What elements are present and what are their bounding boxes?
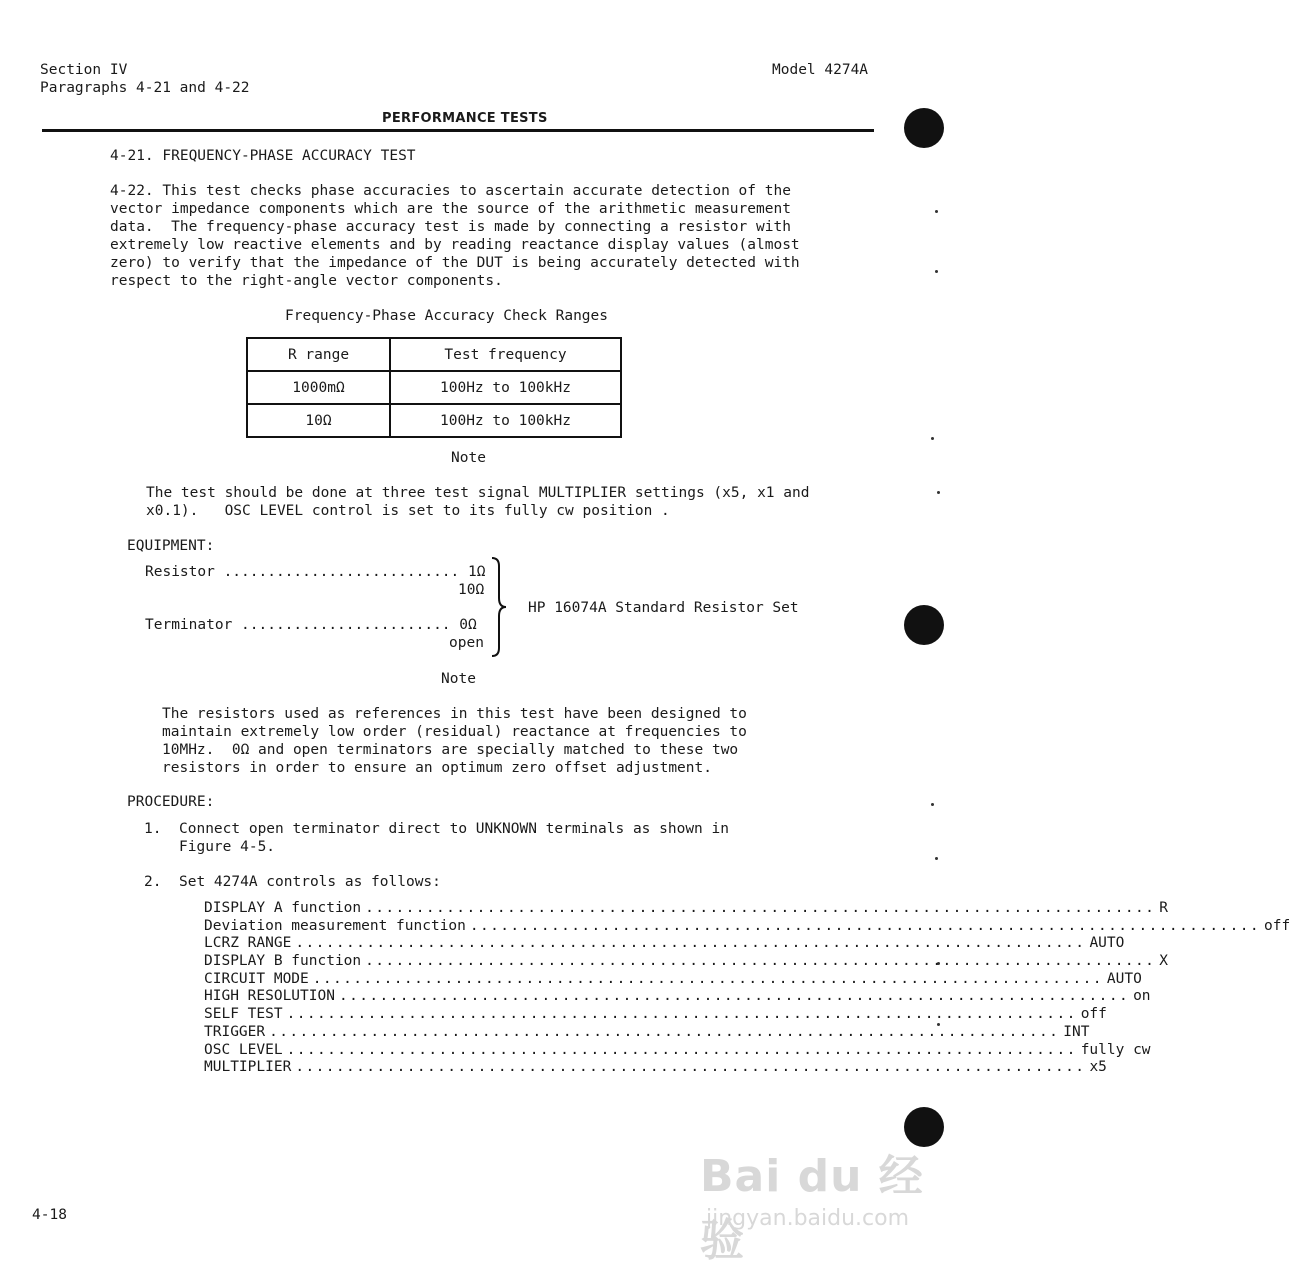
setting-name: SELF TEST	[204, 1006, 283, 1023]
leader-dots: ..............................................................................	[286, 1006, 1077, 1023]
binder-hole-top	[904, 108, 944, 148]
step-text: Connect open terminator direct to UNKNOWN terminals as shown in	[179, 821, 729, 837]
intro-line: vector impedance components which are the source of the arithmetic measurement	[110, 201, 791, 217]
note-line: The resistors used as references in this test have been designed to	[162, 706, 747, 722]
leader-dots: ..............................................................................	[295, 935, 1086, 952]
setting-value: on	[1133, 988, 1151, 1005]
note-line: maintain extremely low order (residual) reactance at frequencies to	[162, 724, 747, 740]
setting-row	[204, 900, 1168, 918]
intro-line: 4-22. This test checks phase accuracies to ascertain accurate detection of the	[110, 183, 791, 199]
table-row	[247, 371, 621, 404]
setting-name: LCRZ RANGE	[204, 935, 292, 952]
setting-value: fully cw	[1080, 1041, 1151, 1058]
table-header-cell: Test frequency	[390, 338, 621, 371]
setting-name: MULTIPLIER	[204, 1059, 292, 1076]
step-number: 2.	[144, 874, 162, 890]
note-line: x0.1). OSC LEVEL control is set to its fully cw position .	[146, 503, 670, 519]
setting-value: INT	[1063, 1023, 1090, 1040]
resistor-line: Resistor ........................... 1Ω	[145, 564, 486, 580]
setting-name: DISPLAY B function	[204, 953, 362, 970]
speck	[935, 857, 938, 860]
step-text: Set 4274A controls as follows:	[179, 874, 441, 890]
note-label: Note	[441, 671, 476, 687]
setting-value: AUTO	[1106, 970, 1142, 987]
speck	[935, 210, 938, 213]
intro-line: extremely low reactive elements and by reading reactance display values (almost	[110, 237, 800, 253]
table-header-cell: R range	[247, 338, 390, 371]
step-number: 1.	[144, 821, 162, 837]
table-cell: 100Hz to 100kHz	[390, 371, 621, 404]
intro-line: zero) to verify that the impedance of the DUT is being accurately detected with	[110, 255, 800, 271]
intro-line: respect to the right-angle vector components.	[110, 273, 503, 289]
leader-dots: ..............................................................................	[338, 988, 1130, 1005]
setting-value: off	[1264, 917, 1290, 934]
note-label: Note	[451, 450, 486, 466]
paragraphs-label: Paragraphs 4-21 and 4-22	[40, 80, 250, 96]
setting-row	[204, 1023, 1090, 1042]
table-cell: 100Hz to 100kHz	[390, 404, 621, 437]
leader-dots: ..............................................................................	[469, 917, 1261, 934]
settings-list	[204, 900, 1290, 1077]
setting-row	[204, 1059, 1107, 1077]
binder-hole-middle	[904, 605, 944, 645]
setting-row	[204, 935, 1125, 953]
leader-dots: ..............................................................................	[295, 1059, 1086, 1076]
ranges-table	[246, 337, 622, 438]
page-number: 4-18	[32, 1207, 67, 1223]
note-line: resistors in order to ensure an optimum zero offset adjustment.	[162, 760, 712, 776]
setting-name: Deviation measurement function	[204, 917, 466, 934]
table-header-row	[247, 338, 621, 371]
table-caption: Frequency-Phase Accuracy Check Ranges	[285, 308, 609, 324]
setting-name: HIGH RESOLUTION	[204, 988, 335, 1005]
table-cell: 1000mΩ	[247, 371, 390, 404]
note-line: The test should be done at three test signal MULTIPLIER settings (x5, x1 and	[146, 485, 810, 501]
page-title: PERFORMANCE TESTS	[382, 111, 548, 126]
setting-row	[204, 953, 1168, 971]
setting-name: DISPLAY A function	[204, 900, 362, 916]
procedure-label: PROCEDURE:	[127, 794, 215, 810]
resistor-set-name: HP 16074A Standard Resistor Set	[528, 600, 799, 616]
setting-row	[204, 988, 1151, 1006]
setting-row	[204, 1006, 1107, 1024]
setting-row	[204, 1041, 1151, 1060]
setting-name: OSC LEVEL	[204, 1041, 283, 1058]
setting-value: off	[1080, 1006, 1107, 1023]
speck	[931, 803, 934, 806]
step-text: Figure 4-5.	[179, 839, 276, 855]
setting-row	[204, 970, 1142, 989]
section-label: Section IV	[40, 62, 128, 78]
resistor-extra: 10Ω	[458, 582, 485, 598]
setting-value: x5	[1089, 1059, 1107, 1076]
speck	[935, 270, 938, 273]
brace-icon	[490, 556, 514, 658]
section-heading: 4-21. FREQUENCY-PHASE ACCURACY TEST	[110, 148, 416, 164]
terminator-line: Terminator ........................ 0Ω	[145, 617, 477, 633]
watermark-url: jingyan.baidu.com	[706, 1206, 910, 1231]
setting-name: CIRCUIT MODE	[204, 970, 309, 987]
leader-dots: ..............................................................................	[365, 900, 1156, 916]
leader-dots: ..............................................................................	[365, 953, 1156, 970]
speck	[937, 491, 940, 494]
setting-name: TRIGGER	[204, 1023, 266, 1040]
intro-line: data. The frequency-phase accuracy test is made by connecting a resistor with	[110, 219, 791, 235]
speck	[931, 437, 934, 440]
setting-value: X	[1159, 953, 1168, 970]
setting-value: R	[1159, 900, 1168, 916]
header-rule	[42, 129, 874, 132]
equipment-label: EQUIPMENT:	[127, 538, 215, 554]
leader-dots: ..............................................................................	[312, 970, 1103, 987]
setting-value: AUTO	[1089, 935, 1125, 952]
table-row	[247, 404, 621, 437]
setting-row	[204, 917, 1290, 936]
terminator-extra: open	[449, 635, 484, 651]
watermark-main: Bai du 经验	[700, 1151, 924, 1266]
leader-dots: ..............................................................................	[269, 1023, 1060, 1040]
model-label: Model 4274A	[772, 62, 869, 78]
note-line: 10MHz. 0Ω and open terminators are specially matched to these two	[162, 742, 739, 758]
leader-dots: ..............................................................................	[286, 1041, 1077, 1058]
baidu-watermark	[700, 1140, 940, 1266]
table-cell: 10Ω	[247, 404, 390, 437]
